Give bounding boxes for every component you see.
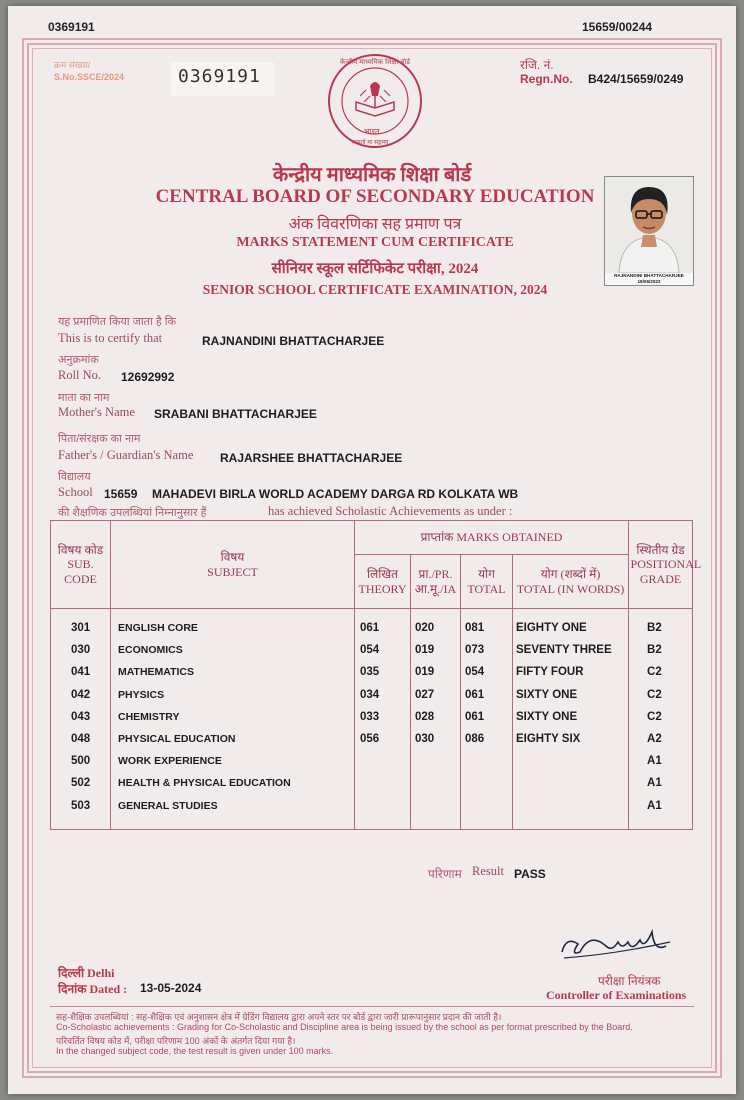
- student-name: RAJNANDINI BHATTACHARJEE: [202, 334, 385, 348]
- school-name: MAHADEVI BIRLA WORLD ACADEMY DARGA RD KOLKATA WB: [152, 487, 519, 501]
- header-theory-hi: लिखित: [366, 567, 398, 582]
- student-photo-icon: [605, 177, 693, 273]
- father-name: RAJARSHEE BHATTACHARJEE: [220, 451, 403, 465]
- serial-label-en: S.No.SSCE/2024: [54, 72, 125, 82]
- regn-number: B424/15659/0249: [588, 72, 684, 86]
- student-photo: [604, 176, 694, 286]
- header-total-hi: योग: [478, 567, 495, 582]
- exam-title-hindi: सीनियर स्कूल सर्टिफिकेट परीक्षा, 2024: [271, 261, 479, 277]
- dated-label: दिनांक Dated :: [58, 982, 128, 996]
- words-column: EIGHTY ONE SEVENTY THREE FIFTY FOUR SIXTY ONE SIXTY ONE EIGHTY SIX: [516, 622, 612, 746]
- photo-caption-name: RAJNANDINI BHATTACHARJEE: [614, 273, 684, 278]
- document-title-english: MARKS STATEMENT CUM CERTIFICATE: [236, 235, 514, 250]
- header-sub-code-hi: विषय कोड: [57, 542, 104, 557]
- header-subject: [111, 521, 355, 609]
- header-total: [461, 555, 513, 609]
- header-practical-en: आ.मू./IA: [414, 581, 457, 596]
- header-sub-code: [51, 521, 111, 609]
- footnote-2: Co-Scholastic achievements : Grading for Co-Scholastic and Discipline area is being issued by the school as per format prescribed by the Board.: [56, 1022, 633, 1032]
- roll-number: 12692992: [121, 370, 175, 384]
- emblem-text-bottom: भारत: [364, 127, 380, 136]
- serial-number: 0369191: [178, 66, 261, 87]
- achieved-label-hi: की शैक्षणिक उपलब्धियां निम्नानुसार हैं: [58, 507, 207, 519]
- header-theory-en: THEORY: [358, 581, 407, 596]
- footnote-4: In the changed subject code, the test result is given under 100 marks.: [56, 1046, 334, 1056]
- header-total-en: TOTAL: [467, 581, 506, 596]
- signatory-title-en: Controller of Examinations: [546, 988, 687, 1002]
- serial-label-hi: क्रम संख्या/: [54, 60, 91, 70]
- top-left-number: 0369191: [48, 20, 95, 34]
- header-marks-en: MARKS OBTAINED: [456, 530, 563, 545]
- total-column: 081 073 054 061 061 086: [465, 622, 485, 746]
- roll-label-hi: अनुक्रमांक: [58, 354, 99, 366]
- certify-label-en: This is to certify that: [58, 331, 163, 345]
- result-label-hi: परिणाम: [428, 867, 462, 881]
- mother-name: SRABANI BHATTACHARJEE: [154, 407, 317, 421]
- board-name-english: CENTRAL BOARD OF SECONDARY EDUCATION: [155, 186, 595, 207]
- place-label: दिल्ली Delhi: [58, 966, 115, 980]
- footnote-1: सह-शैक्षिक उपलब्धियां : सह-शैक्षिक एवं अनुशासन क्षेत्र में ग्रेडिंग विद्यालय द्वारा अपने स्तर पर बोर्ड द्वारा जारी प्रारूपानुसार प्रदान की जाती है।: [56, 1012, 502, 1022]
- emblem-text-top: केन्द्रीय माध्यमिक शिक्षा बोर्ड: [340, 59, 410, 66]
- father-label-hi: पिता/संरक्षक का नाम: [58, 433, 141, 445]
- signatory-title-hi: परीक्षा नियंत्रक: [598, 974, 661, 988]
- board-name-hindi: केन्द्रीय माध्यमिक शिक्षा बोर्ड: [272, 164, 472, 186]
- practical-column: 020 019 019 027 028 030: [415, 622, 435, 746]
- school-code: 15659: [104, 487, 138, 501]
- father-label-en: Father's / Guardian's Name: [58, 448, 194, 462]
- header-theory: [355, 555, 411, 609]
- certify-label-hi: यह प्रमाणित किया जाता है कि: [58, 316, 177, 328]
- header-practical: [411, 555, 461, 609]
- theory-column: 061 054 035 034 033 056: [360, 622, 380, 746]
- header-total-words: [513, 555, 629, 609]
- header-marks-obtained: [355, 521, 629, 555]
- roll-label-en: Roll No.: [58, 368, 102, 382]
- subjects-column: ENGLISH CORE ECONOMICS MATHEMATICS PHYSICS CHEMISTRY PHYSICAL EDUCATION WORK EXPERIENCE HEALTH & PHYSICAL EDUCATION GENERAL STUDIES: [118, 622, 291, 812]
- footnote-divider: [50, 1006, 694, 1007]
- result-value: PASS: [514, 867, 546, 881]
- header-grade: [629, 521, 702, 609]
- mother-label-en: Mother's Name: [58, 405, 135, 419]
- header-practical-hi: प्रा./PR.: [418, 567, 453, 582]
- header-subject-en: SUBJECT: [207, 564, 258, 579]
- exam-title-english: SENIOR SCHOOL CERTIFICATE EXAMINATION, 2024: [202, 282, 548, 297]
- emblem-motto: असतो मा सद्गमय: [352, 140, 389, 146]
- mother-label-hi: माता का नाम: [58, 392, 110, 404]
- header-words-en: TOTAL (IN WORDS): [516, 581, 625, 596]
- header-marks-hi: प्राप्तांक: [420, 530, 454, 545]
- result-label-en: Result: [472, 864, 504, 878]
- header-words-hi: योग (शब्दों में): [540, 567, 601, 582]
- header-subject-hi: विषय: [220, 550, 245, 565]
- regn-label-hi: रजि. नं.: [520, 58, 554, 72]
- school-label-en: School: [58, 485, 93, 499]
- header-grade-en: POSITIONAL GRADE: [630, 557, 702, 586]
- grades-column: B2 B2 C2 C2 C2 A2 A1 A1 A1: [647, 622, 662, 812]
- document-title-hindi: अंक विवरणिका सह प्रमाण पत्र: [288, 216, 462, 233]
- footnote-3: परिवर्तित विषय कोड में, परीक्षा परिणाम 100 अंकों के अंतर्गत दिया गया है।: [56, 1036, 296, 1046]
- header-sub-code-en: SUB. CODE: [64, 557, 97, 586]
- marks-table: [50, 520, 702, 830]
- header-grade-hi: स्थितीय ग्रेड: [636, 542, 685, 557]
- regn-label-en: Regn.No.: [520, 72, 573, 86]
- photo-caption-date: 18/06/2023: [637, 279, 661, 284]
- school-label-hi: विद्यालय: [58, 471, 91, 483]
- signature-icon: [556, 922, 676, 968]
- dated-value: 13-05-2024: [140, 981, 202, 995]
- achieved-label-en: has achieved Scholastic Achievements as under :: [268, 504, 513, 518]
- codes-column: 301 030 041 042 043 048 500 502 503: [71, 622, 91, 812]
- top-right-number: 15659/00244: [582, 20, 653, 34]
